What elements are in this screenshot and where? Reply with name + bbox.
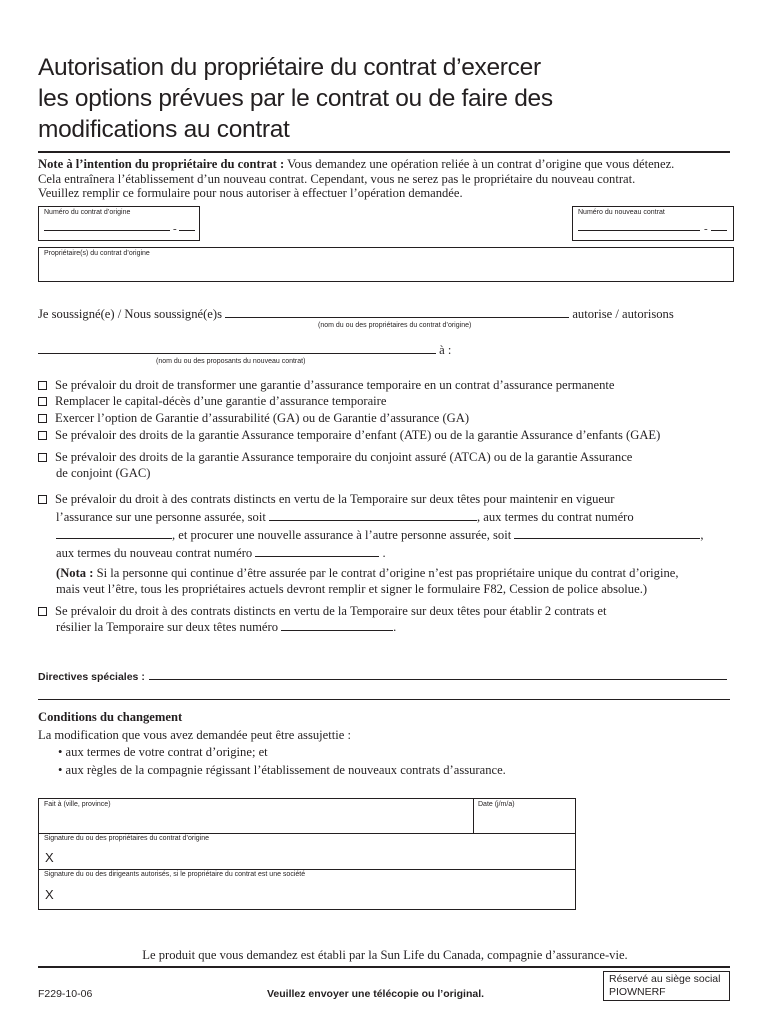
owners-name-blank[interactable] — [225, 307, 569, 318]
signature-box — [38, 798, 576, 910]
page-title — [38, 52, 738, 145]
authorization-prefix: Je soussigné(e) / Nous soussigné(e)s — [38, 307, 222, 321]
option-replace-death-benefit-checkbox[interactable] — [38, 397, 47, 406]
original-contract-dash: - — [173, 223, 177, 235]
title-line-1: Autorisation du propriétaire du contrat d’exercer — [38, 54, 541, 81]
option-split-maintain-label-3: , aux termes du contrat numéro — [476, 510, 634, 524]
original-contract-number-blank[interactable] — [56, 528, 172, 539]
option-insurability — [38, 411, 469, 427]
option-child-term-checkbox[interactable] — [38, 431, 47, 440]
date-label: Date (j/m/a) — [478, 801, 515, 808]
option-split-establish-period: . — [393, 620, 397, 634]
option-spouse-term-label-1: Se prévaloir des droits de la garantie Assurance temporaire du conjoint assuré (ATCA) ou de la garantie Assurance — [55, 450, 633, 464]
send-instruction: Veuillez envoyer une télécopie ou l’original. — [267, 988, 485, 1000]
owners-field[interactable] — [38, 247, 734, 282]
place-label: Fait à (ville, province) — [44, 801, 111, 808]
officer-signature-x: X — [45, 887, 54, 902]
owners-name-hint: (nom du ou des propriétaires du contrat d’origine) — [318, 322, 472, 329]
option-spouse-term-checkbox[interactable] — [38, 453, 47, 462]
original-contract-line — [44, 230, 170, 231]
original-contract-label: Numéro du contrat d’origine — [44, 209, 131, 216]
product-statement: Le produit que vous demandez est établi par la Sun Life du Canada, compagnie d’assurance-vie. — [142, 948, 628, 962]
option-spouse-term — [38, 450, 632, 481]
head-office-code: PIOWNERF — [609, 986, 666, 998]
head-office-box — [603, 971, 730, 1001]
conditions-bullet-1: • aux termes de votre contrat d’origine; et — [58, 745, 268, 759]
conditions-heading: Conditions du changement — [38, 710, 183, 724]
note-text-3: Veuillez remplir ce formulaire pour nous autoriser à effectuer l’opération demandée. — [38, 186, 463, 200]
new-contract-line — [578, 230, 700, 231]
option-insurability-checkbox[interactable] — [38, 414, 47, 423]
option-split-maintain-label-4: , et procurer une nouvelle assurance à l’autre personne assurée, soit — [172, 528, 512, 542]
owner-signature-label: Signature du ou des propriétaires du contrat d’origine — [44, 835, 209, 842]
date-field[interactable] — [473, 799, 575, 833]
authorization-to: à : — [439, 343, 452, 357]
new-contract-dash: - — [704, 223, 708, 235]
option-convert-term-checkbox[interactable] — [38, 381, 47, 390]
new-contract-suffix-line — [711, 230, 727, 231]
note-text-2: Cela entraînera l’établissement d’un nouveau contrat. Cependant, vous ne serez pas le propriétaire du nouveau contrat. — [38, 171, 636, 186]
place-field[interactable] — [39, 799, 474, 833]
split-note-text-2: mais veut l’être, tous les propriétaires actuels devront remplir et signer le formulaire F82, Cession de police absolue.) — [56, 581, 648, 596]
option-split-establish-label-2: résilier la Temporaire sur deux têtes numéro — [56, 620, 278, 634]
special-directives — [38, 667, 730, 685]
conditions-intro: La modification que vous avez demandée peut être assujettie : — [38, 727, 351, 742]
new-contract-field[interactable] — [572, 206, 734, 241]
split-note-text-1: Si la personne qui continue d’être assurée par le contrat d’origine n’est pas propriétaire unique du contrat d’origine, — [93, 566, 679, 580]
original-contract-suffix-line — [179, 230, 195, 231]
owners-label: Propriétaire(s) du contrat d’origine — [44, 250, 150, 257]
option-child-term — [38, 428, 660, 444]
authorization-suffix: autorise / autorisons — [572, 307, 674, 321]
officer-signature-field[interactable] — [39, 869, 575, 909]
option-split-maintain — [38, 490, 704, 562]
conditions-section — [38, 709, 506, 779]
joint-term-number-blank[interactable] — [281, 620, 393, 631]
owner-signature-x: X — [45, 850, 54, 865]
form-code: F229-10-06 — [38, 988, 93, 1000]
option-split-establish — [38, 603, 606, 635]
applicants-name-blank[interactable] — [38, 343, 436, 354]
special-directives-label: Directives spéciales : — [38, 671, 145, 683]
note-label: Note à l’intention du propriétaire du contrat : — [38, 157, 285, 171]
option-replace-death-benefit-label: Remplacer le capital-décès d’une garantie d’assurance temporaire — [55, 394, 387, 408]
option-convert-term-label: Se prévaloir du droit de transformer une garantie d’assurance temporaire en un contrat d’assurance permanente — [55, 378, 615, 392]
insured-person-blank[interactable] — [269, 510, 477, 521]
title-line-3: modifications au contrat — [38, 116, 290, 143]
option-child-term-label: Se prévaloir des droits de la garantie Assurance temporaire d’enfant (ATE) ou de la garantie Assurance d’enfants (GAE) — [55, 428, 661, 442]
new-contract-number-blank[interactable] — [255, 546, 379, 557]
option-split-maintain-label-2: l’assurance sur une personne assurée, soit — [56, 510, 266, 524]
option-split-maintain-checkbox[interactable] — [38, 495, 47, 504]
option-split-maintain-label-5: aux termes du nouveau contrat numéro — [56, 546, 253, 560]
split-note — [38, 566, 678, 597]
option-split-establish-label-1: Se prévaloir du droit à des contrats distincts en vertu de la Temporaire sur deux têtes pour établir 2 contrats et — [55, 604, 607, 618]
applicants-name-hint: (nom du ou des proposants du nouveau contrat) — [156, 358, 306, 365]
applicants-line — [38, 343, 451, 358]
conditions-bullet-2: • aux règles de la compagnie régissant l’établissement de nouveaux contrats d’assurance. — [58, 762, 506, 777]
owner-note — [38, 157, 738, 201]
authorization-line — [38, 307, 738, 322]
place-date-row — [39, 799, 575, 834]
option-split-maintain-comma: , — [700, 528, 704, 542]
title-line-2: les options prévues par le contrat ou de faire des — [38, 85, 553, 112]
owner-signature-field[interactable] — [39, 833, 575, 870]
option-insurability-label: Exercer l’option de Garantie d’assurabilité (GA) ou de Garantie d’assurance (GA) — [55, 411, 470, 425]
option-split-establish-checkbox[interactable] — [38, 607, 47, 616]
special-directives-blank-1[interactable] — [149, 669, 727, 680]
title-divider — [38, 151, 730, 153]
option-split-maintain-period: . — [382, 546, 386, 560]
option-split-maintain-label-1: Se prévaloir du droit à des contrats distincts en vertu de la Temporaire sur deux têtes pour maintenir en vigueur — [55, 492, 615, 506]
split-note-label: (Nota : — [56, 566, 94, 580]
head-office-label: Réservé au siège social — [609, 973, 721, 985]
note-text-1: Vous demandez une opération reliée à un contrat d’origine que vous détenez. — [284, 157, 675, 171]
option-replace-death-benefit — [38, 394, 386, 410]
officer-signature-label: Signature du ou des dirigeants autorisés, si le propriétaire du contrat est une société — [44, 871, 306, 878]
other-insured-blank[interactable] — [514, 528, 700, 539]
original-contract-field[interactable] — [38, 206, 200, 241]
footer-divider — [38, 966, 730, 968]
new-contract-label: Numéro du nouveau contrat — [578, 209, 665, 216]
option-convert-term — [38, 378, 614, 394]
option-spouse-term-label-2: de conjoint (GAC) — [56, 465, 151, 480]
special-directives-blank-2[interactable] — [38, 699, 730, 700]
